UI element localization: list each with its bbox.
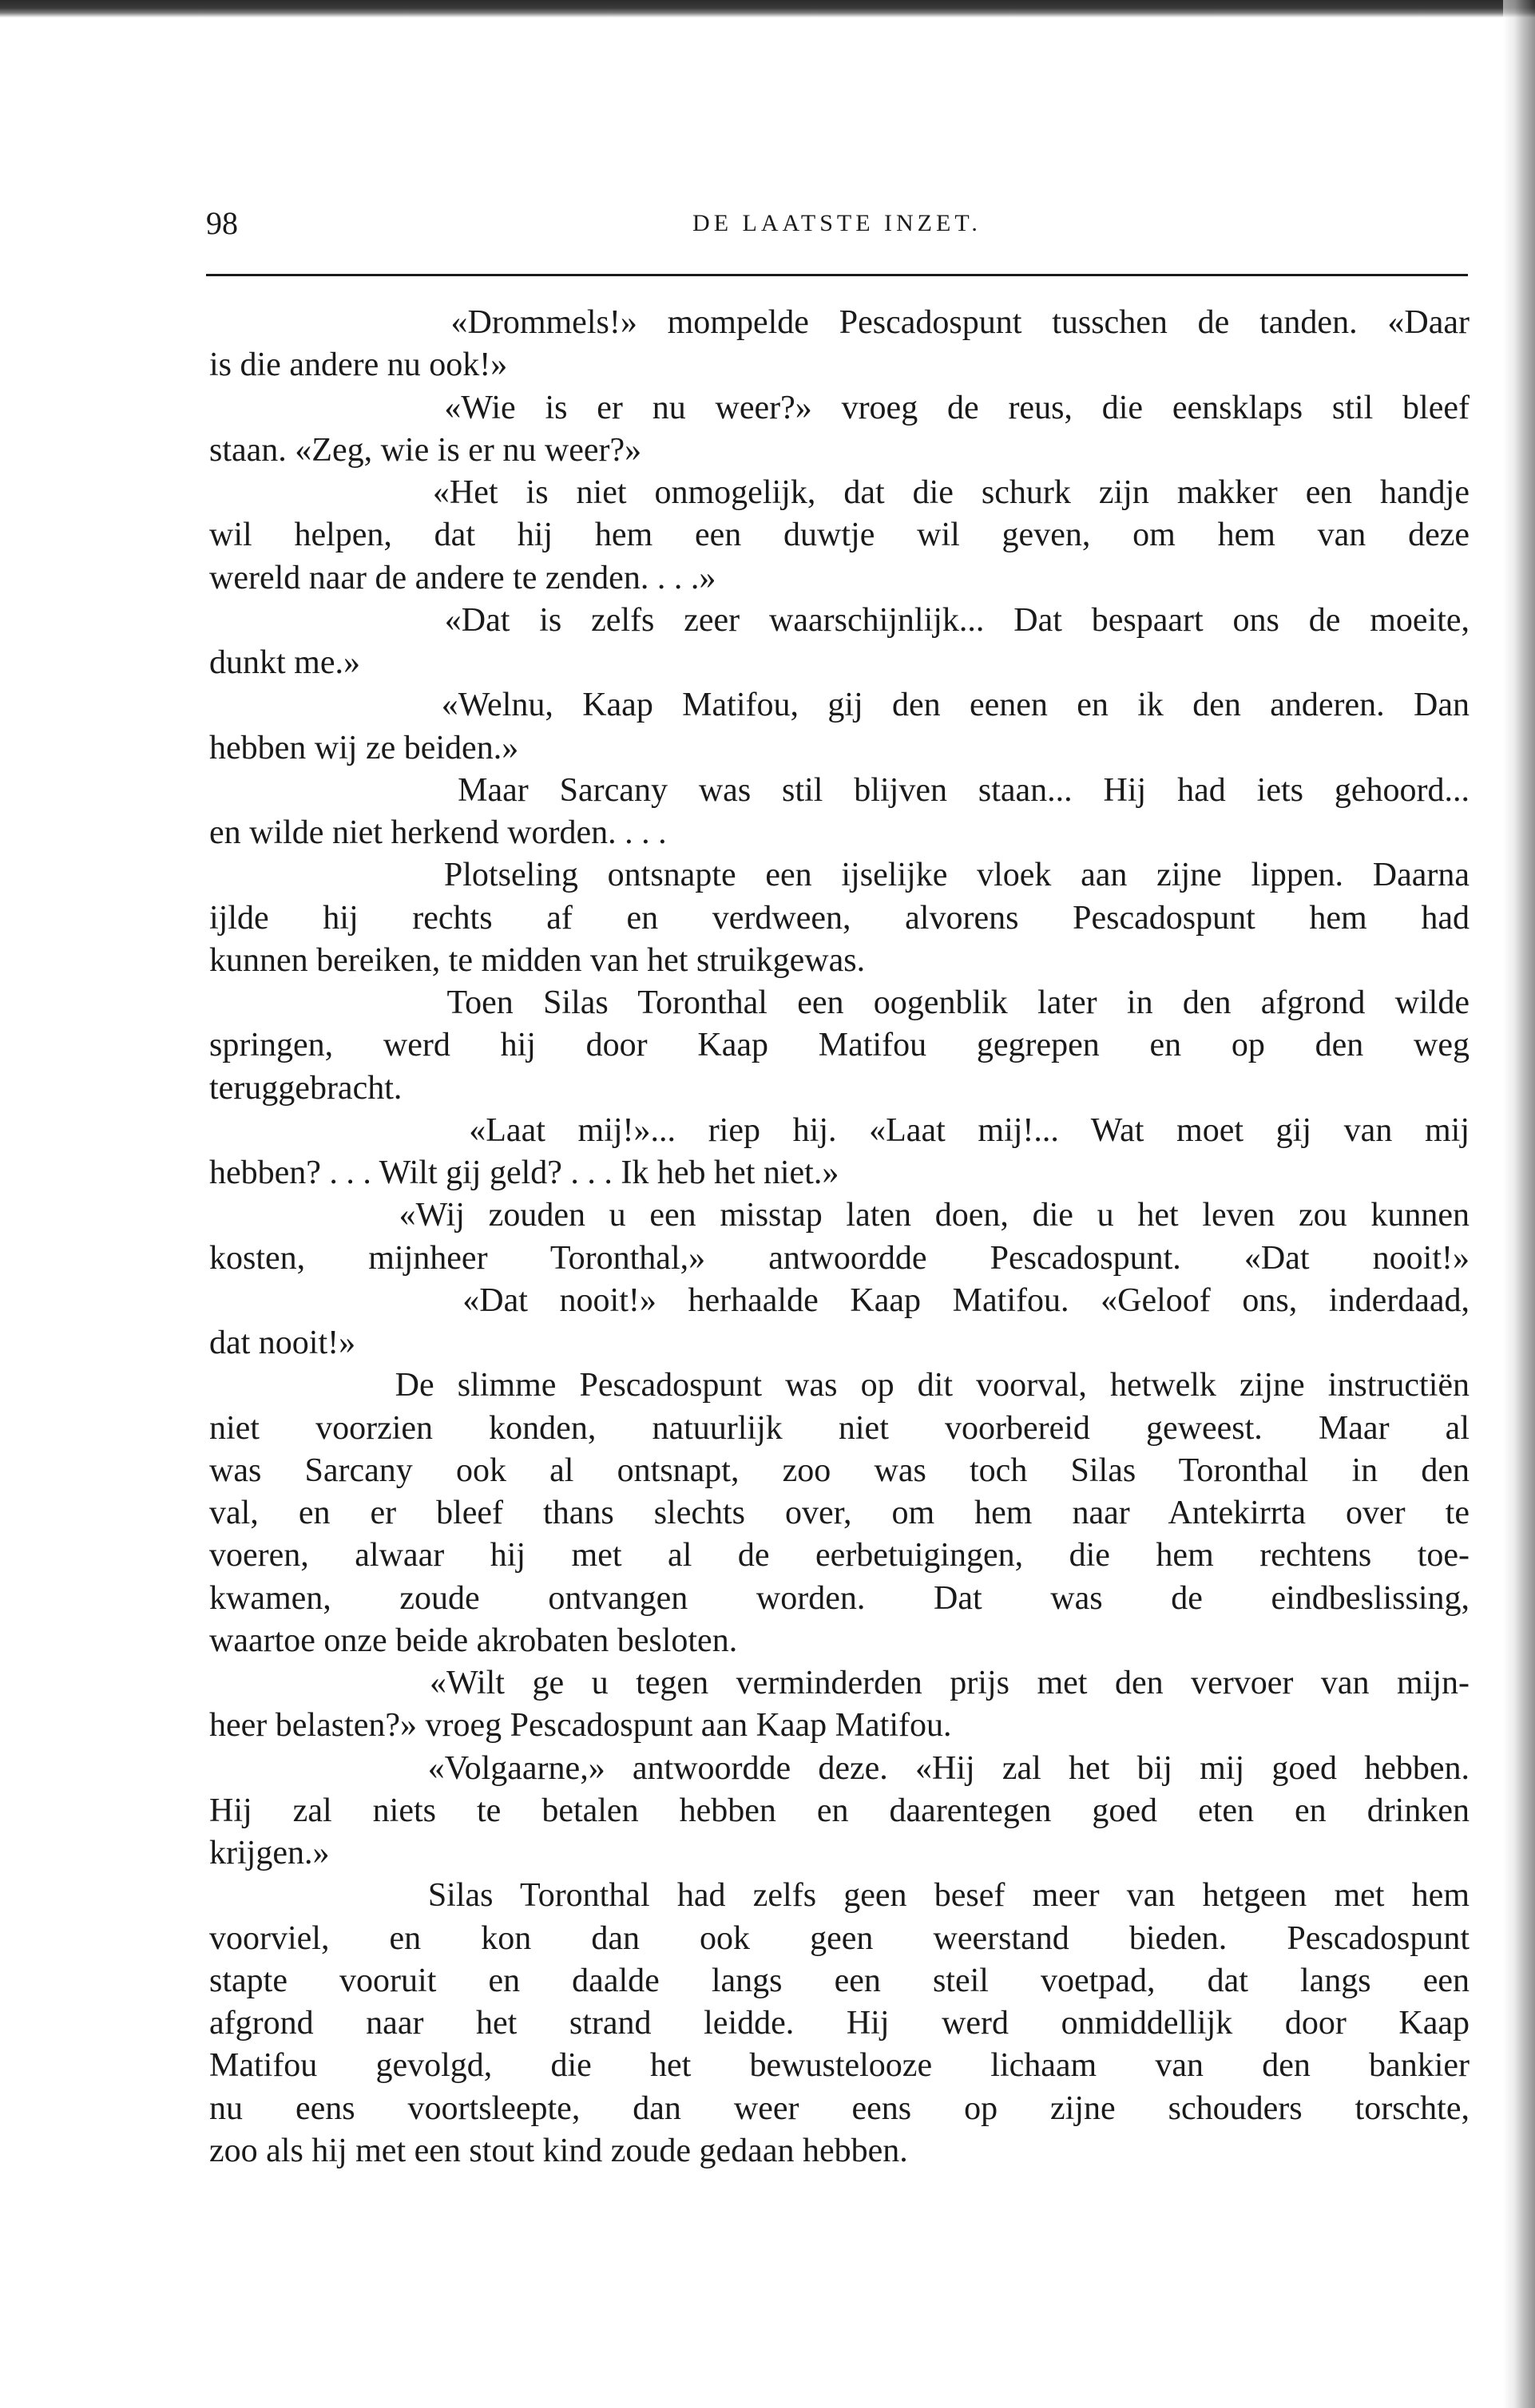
text-line: Toen Silas Toronthal een oogenblik later in den afgrond wilde (209, 984, 1470, 1021)
text-line: «Dat nooit!» herhaalde Kaap Matifou. «Geloof ons, inderdaad, (209, 1281, 1470, 1319)
text-line: «Dat is zelfs zeer waarschijnlijk... Dat bespaart ons de moeite, (209, 601, 1470, 639)
scan-right-edge (1503, 0, 1535, 2408)
text-line: springen, werd hij door Kaap Matifou gegrepen en op den weg (209, 1027, 1470, 1064)
body-text (209, 302, 1470, 2172)
running-title: DE LAATSTE INZET. (692, 210, 982, 236)
text-line: «Volgaarne,» antwoordde deze. «Hij zal het bij mij goed hebben. (209, 1749, 1470, 1787)
text-line: kwamen, zoude ontvangen worden. Dat was de eindbeslissing, (209, 1579, 1470, 1617)
text-line: «Het is niet onmogelijk, dat die schurk zijn makker een handje (209, 474, 1470, 511)
text-line: hebben wij ze beiden.» (209, 729, 519, 766)
text-line: Hij zal niets te betalen hebben en daarentegen goed eten en drinken (209, 1792, 1470, 1829)
text-line: wereld naar de andere te zenden. . . .» (209, 559, 716, 596)
page-number: 98 (206, 205, 238, 241)
text-line: Silas Toronthal had zelfs geen besef meer van hetgeen met hem (209, 1877, 1470, 1915)
text-line: kunnen bereiken, te midden van het struikgewas. (209, 941, 866, 979)
text-line: waartoe onze beide akrobaten besloten. (209, 1622, 738, 1659)
text-line: Plotseling ontsnapte een ijselijke vloek aan zijne lippen. Daarna (209, 857, 1470, 894)
text-line: De slimme Pescadospunt was op dit voorval, hetwelk zijne instructiën (209, 1367, 1470, 1404)
text-line: «Wij zouden u een misstap laten doen, die u het leven zou kunnen (209, 1197, 1470, 1234)
text-line: afgrond naar het strand leidde. Hij werd onmiddellijk door Kaap (209, 2005, 1470, 2042)
text-line: «Welnu, Kaap Matifou, gij den eenen en ik den anderen. Dan (209, 687, 1470, 724)
text-line: heer belasten?» vroeg Pescadospunt aan Kaap Matifou. (209, 1707, 952, 1745)
text-line: Maar Sarcany was stil blijven staan... Hij had iets gehoord... (209, 771, 1470, 809)
text-line: voorviel, en kon dan ook geen weerstand bieden. Pescadospunt (209, 1919, 1470, 1957)
text-line: en wilde niet herkend worden. . . . (209, 814, 667, 851)
text-line: stapte vooruit en daalde langs een steil voetpad, dat langs een (209, 1962, 1470, 1999)
scan-top-edge (0, 0, 1535, 18)
text-line: kosten, mijnheer Toronthal,» antwoordde Pescadospunt. «Dat nooit!» (209, 1239, 1470, 1277)
text-line: Matifou gevolgd, die het bewustelooze lichaam van den bankier (209, 2047, 1470, 2085)
header-rule (206, 274, 1468, 276)
text-line: voeren, alwaar hij met al de eerbetuigingen, die hem rechtens toe- (209, 1537, 1470, 1574)
text-line: staan. «Zeg, wie is er nu weer?» (209, 431, 642, 469)
text-line: «Drommels!» mompelde Pescadospunt tusschen de tanden. «Daar (209, 304, 1470, 341)
text-line: «Wie is er nu weer?» vroeg de reus, die eensklaps stil bleef (209, 389, 1470, 426)
text-line: krijgen.» (209, 1835, 330, 1871)
text-line: niet voorzien konden, natuurlijk niet voorbereid geweest. Maar al (209, 1409, 1470, 1447)
text-line: dunkt me.» (209, 644, 360, 681)
text-line: «Laat mij!»... riep hij. «Laat mij!... Wat moet gij van mij (209, 1111, 1470, 1149)
text-line: dat nooit!» (209, 1325, 356, 1361)
text-line: ijlde hij rechts af en verdween, alvorens Pescadospunt hem had (209, 899, 1470, 937)
text-line: nu eens voortsleepte, dan weer eens op zijne schouders torschte, (209, 2089, 1470, 2127)
text-line: val, en er bleef thans slechts over, om hem naar Antekirrta over te (209, 1495, 1470, 1531)
text-line: «Wilt ge u tegen verminderden prijs met den vervoer van mijn- (209, 1665, 1470, 1701)
text-line: zoo als hij met een stout kind zoude gedaan hebben. (209, 2132, 908, 2169)
text-line: wil helpen, dat hij hem een duwtje wil geven, om hem van deze (209, 517, 1470, 554)
text-line: is die andere nu ook!» (209, 347, 508, 384)
page-header (206, 200, 1468, 248)
text-line: was Sarcany ook al ontsnapt, zoo was toch Silas Toronthal in den (209, 1452, 1470, 1489)
text-line: hebben? . . . Wilt gij geld? . . . Ik heb het niet.» (209, 1154, 839, 1191)
text-line: teruggebracht. (209, 1069, 403, 1107)
